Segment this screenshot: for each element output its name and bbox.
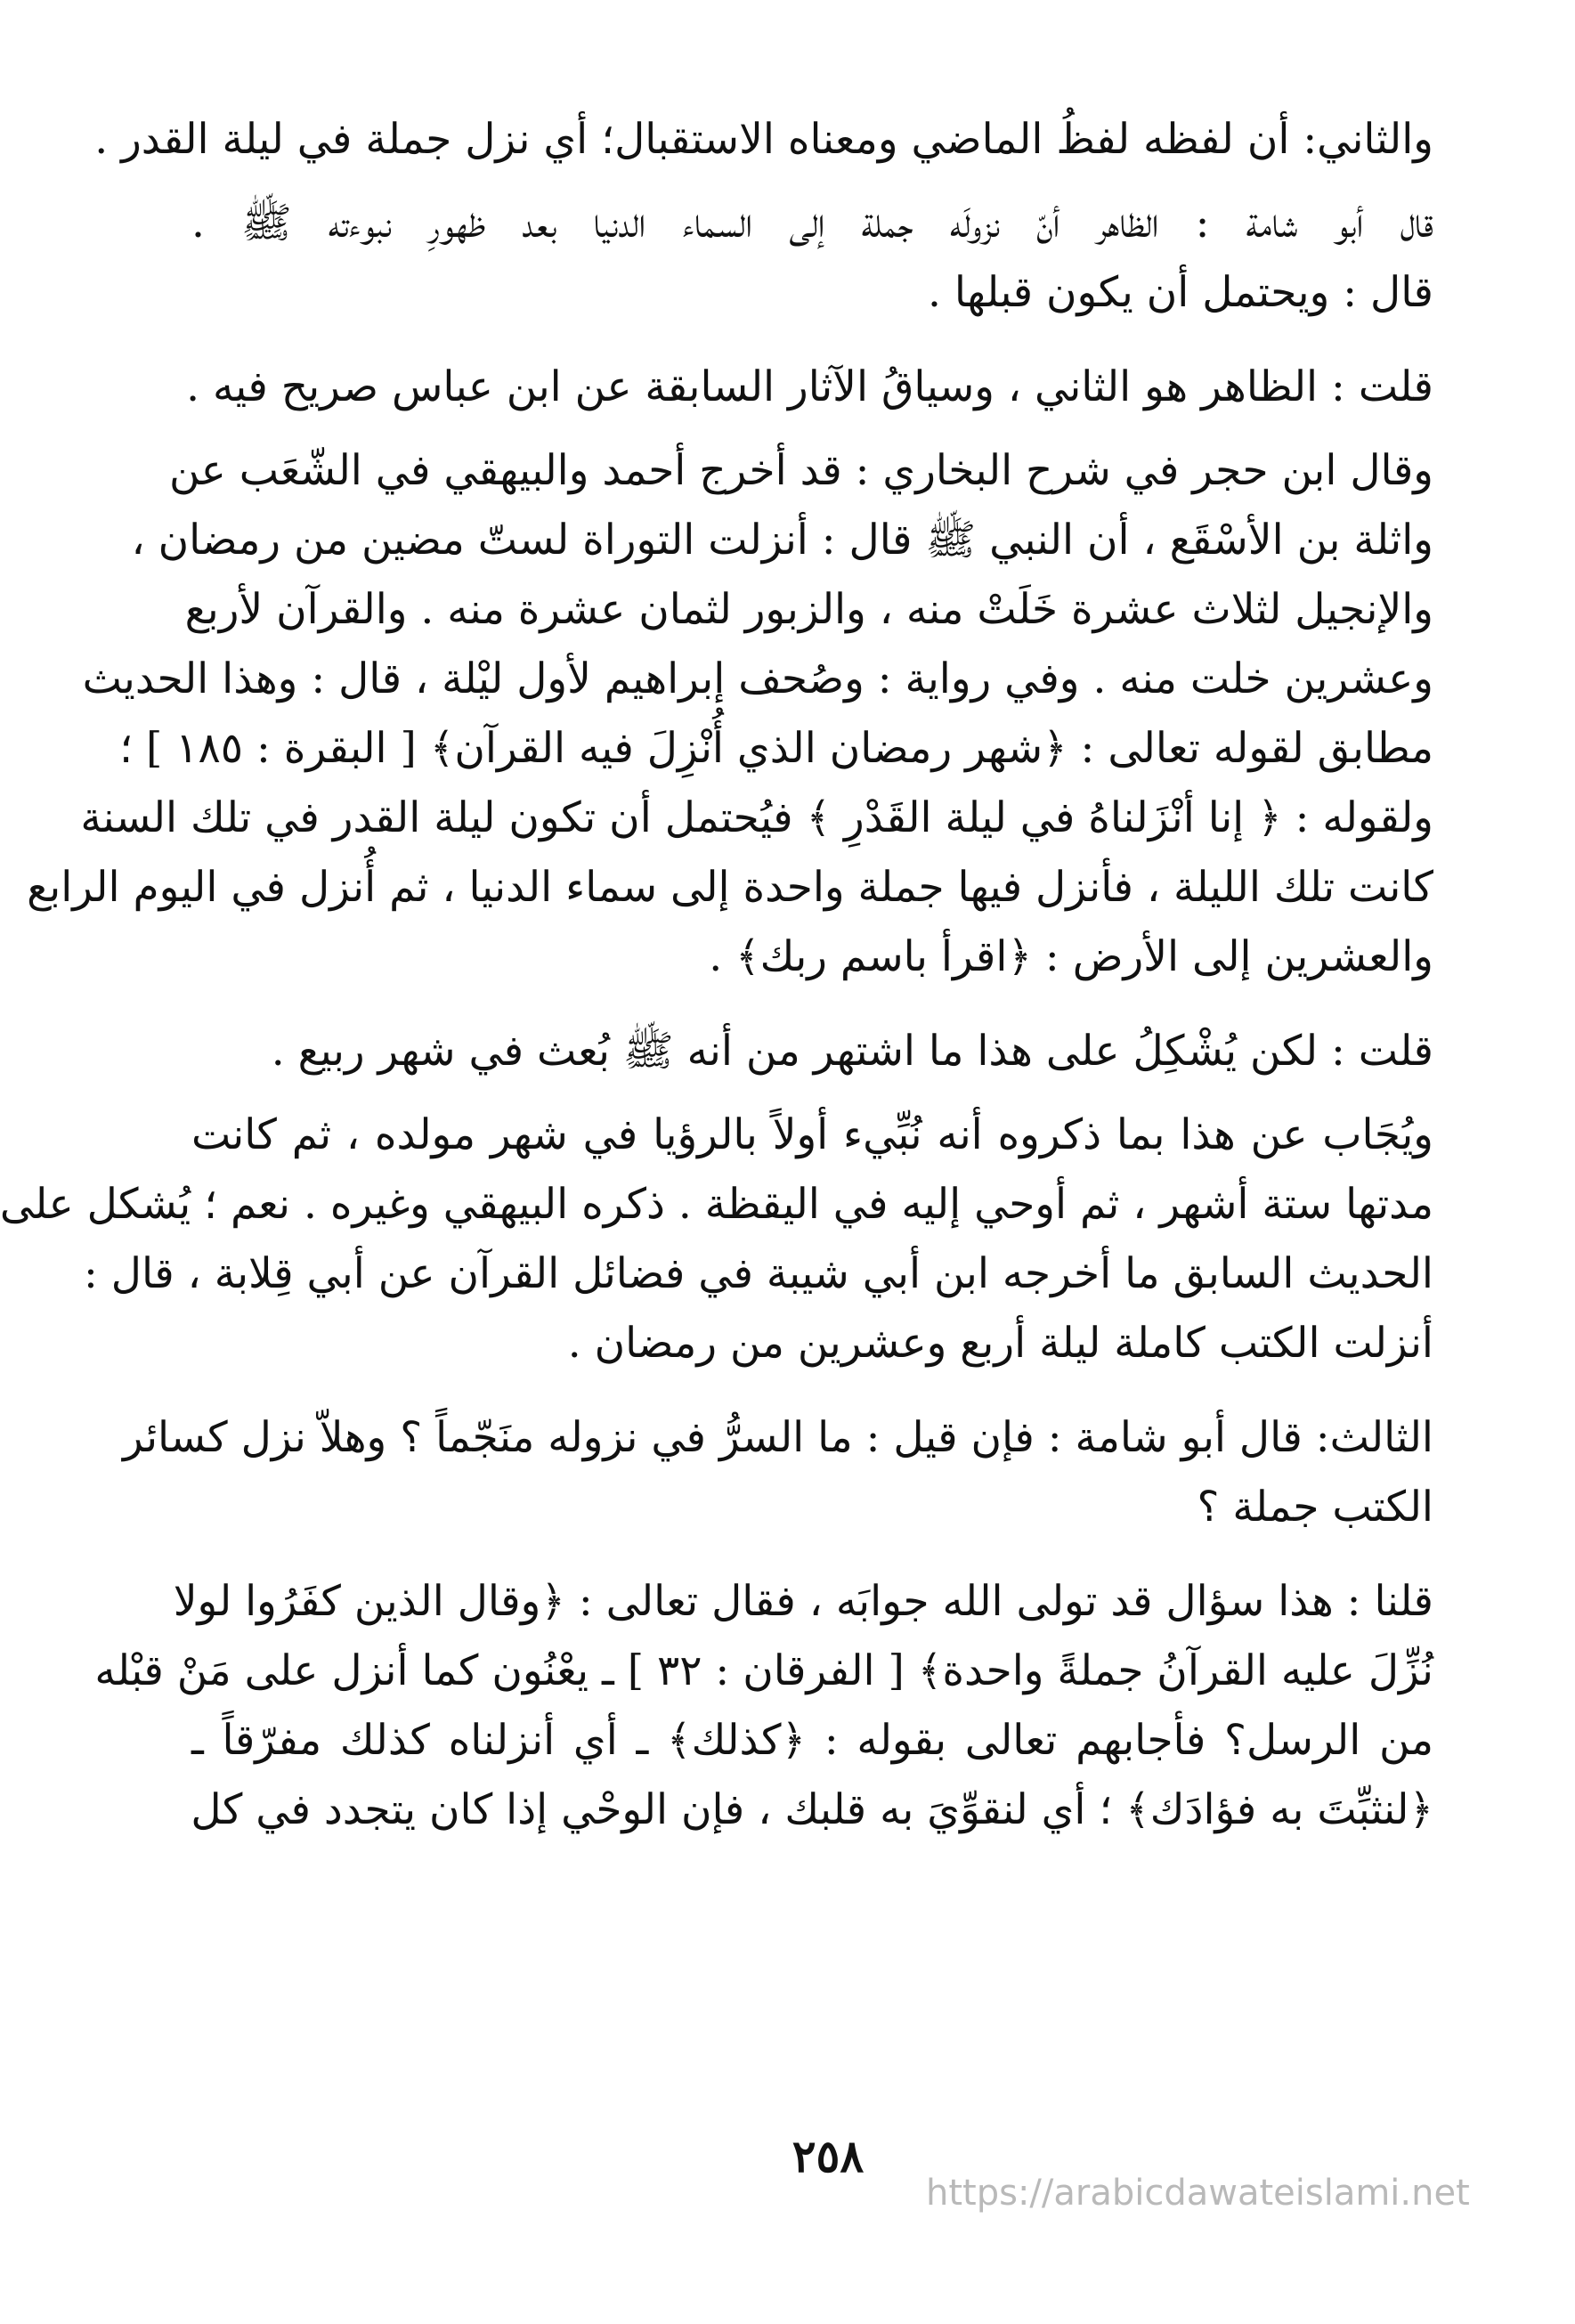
text-line: قلنا : هذا سؤال قد تولى الله جوابَه ، فقال تعالى : ﴿وقال الذين كفَرُوا لولا (173, 1577, 1433, 1626)
text-line: واثلة بن الأسْقَع ، أن النبي ﷺ قال : أنزلت التوراة لستّ مضين من رمضان ، (131, 516, 1433, 565)
text-line: الحديث السابق ما أخرجه ابن أبي شيبة في فضائل القرآن عن أبي قِلابة ، قال : (84, 1249, 1433, 1298)
page-text (0, 105, 1433, 1845)
text-line: والعشرين إلى الأرض : ﴿اقرأ باسم ربك﴾ . (709, 932, 1433, 981)
text-line: والثاني: أن لفظه لفظُ الماضي ومعناه الاستقبال؛ أي نزل جملة في ليلة القدر . (94, 115, 1433, 164)
text-line: ويُجَاب عن هذا بما ذكروه أنه نُبِّيء أولاً بالرؤيا في شهر مولده ، ثم كانت (191, 1110, 1433, 1159)
text-line: ولقوله : ﴿ إنا أنْزَلناهُ في ليلة القَدْرِ ﴾ فيُحتمل أن تكون ليلة القدر في تلك السنة (80, 793, 1433, 842)
text-line: وعشرين خلت منه . وفي رواية : وصُحف إبراهيم لأول ليْلة ، قال : وهذا الحديث (82, 654, 1433, 703)
text-line: قلت : لكن يُشْكِلُ على هذا ما اشتهر من أنه ﷺ بُعث في شهر ربيع . (271, 1027, 1433, 1076)
text-line: قال : ويحتمل أن يكون قبلها . (927, 268, 1433, 317)
text-line: وقال ابن حجر في شرح البخاري : قد أخرج أحمد والبيهقي في الشّعَب عن (168, 446, 1433, 495)
text-line: قال أبو شامة : الظاهر أنّ نزولَه جملة إلى السماء الدنيا بعد ظهورِ نبوءته ﷺ . (191, 199, 1433, 248)
text-line: ﴿لنثبِّتَ به فؤادَك﴾ ؛ أي لنقوِّيَ به قلبك ، فإن الوحْي إذا كان يتجدد في كل (191, 1785, 1433, 1834)
text-line: الكتب جملة ؟ (1197, 1483, 1433, 1532)
text-line: كانت تلك الليلة ، فأنزل فيها جملة واحدة إلى سماء الدنيا ، ثم أُنزل في اليوم الرابع (27, 863, 1433, 912)
page-number: ٢٥٨ (792, 2130, 865, 2182)
text-line: والإنجيل لثلاث عشرة خَلَتْ منه ، والزبور لثمان عشرة منه . والقرآن لأربع (184, 585, 1433, 634)
text-line: أنزلت الكتب كاملة ليلة أربع وعشرين من رمضان . (567, 1319, 1433, 1368)
text-line: قلت : الظاهر هو الثاني ، وسياقُ الآثار السابقة عن ابن عباس صريح فيه . (186, 362, 1433, 411)
text-line: مطابق لقوله تعالى : ﴿شهر رمضان الذي أُنْزِلَ فيه القرآن﴾ [ البقرة : ١٨٥ ] ؛ (119, 724, 1433, 773)
text-line: الثالث: قال أبو شامة : فإن قيل : ما السرُّ في نزوله منَجّماً ؟ وهلاّ نزل كسائر (123, 1413, 1433, 1462)
text-line: مدتها ستة أشهر ، ثم أوحي إليه في اليقظة . ذكره البيهقي وغيره . نعم ؛ يُشكل على (0, 1180, 1433, 1229)
watermark-url: https://arabicdawateislami.net (926, 2173, 1470, 2214)
text-line: من الرسل؟ فأجابهم تعالى بقوله : ﴿كذلك﴾ ـ أي أنزلناه كذلك مفرّقاً ـ (191, 1716, 1433, 1765)
text-line: نُزِّلَ عليه القرآنُ جملةً واحدة﴾ [ الفرقان : ٣٢ ] ـ يعْنُون كما أنزل على مَنْ قبْله (94, 1646, 1433, 1695)
